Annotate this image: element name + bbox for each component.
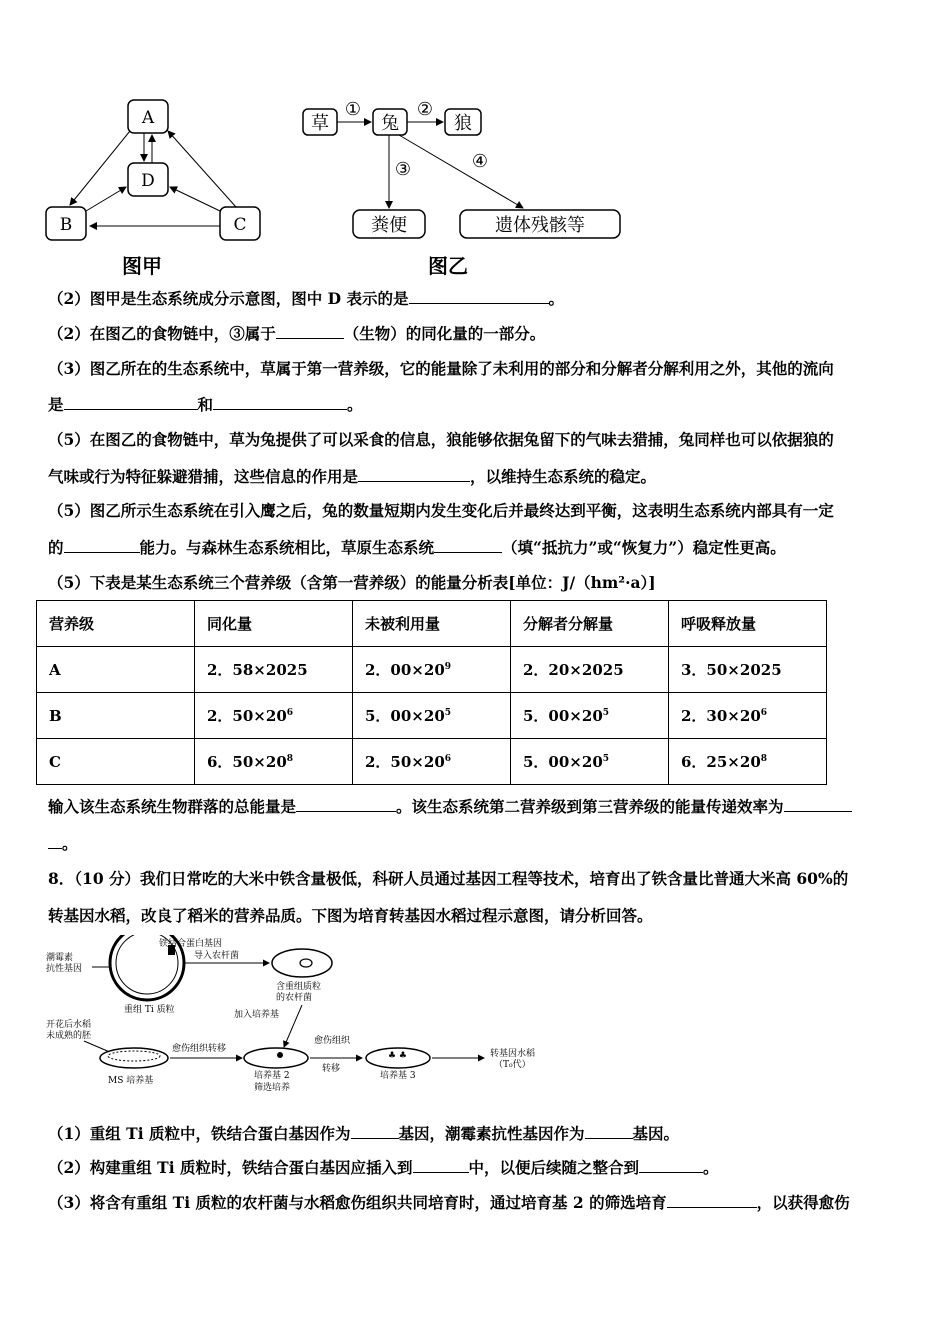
svg-text:B: B [59,215,73,235]
table-cell: 2．58×2025 [195,647,353,693]
arrow-b-to-d [86,187,126,211]
svg-text:遗体残骸等: 遗体残骸等 [495,215,585,236]
node-grass [303,109,337,135]
svg-text:筛选培养: 筛选培养 [254,1083,291,1093]
svg-text:狼: 狼 [454,113,472,134]
table-header: 呼吸释放量 [669,601,827,647]
question-8-sub1: （1）重组 Ti 质粒中，铁结合蛋白基因作为 基因，潮霉素抗性基因作为 基因。 [48,1124,680,1143]
answer-blank[interactable] [213,395,347,410]
question-5-line2: 的 能力。与森林生态系统相比，草原生态系统 （填“抵抗力”或“恢复力”）稳定性更高。 [48,538,786,557]
diagram-jia-caption: 图甲 [122,254,162,278]
svg-text:粪便: 粪便 [371,215,407,236]
table-header: 同化量 [195,601,353,647]
answer-blank[interactable] [784,797,852,812]
table-header: 营养级 [37,601,195,647]
table-cell: 2．20×2025 [511,647,669,693]
table-cell: 6．$25\times 20^8$ [669,739,827,785]
svg-text:A: A [141,108,155,128]
node-d [128,163,168,196]
table-cell: 6．$50\times 20^8$ [195,739,353,785]
svg-text:培养基 2: 培养基 2 [254,1071,290,1081]
medium-2-dish-icon [244,1048,308,1068]
arrow-2-label: ② [416,99,434,120]
svg-text:D: D [141,171,155,191]
question-4-line2: 气味或行为特征躲避猎捕，这些信息的作用是 ，以维持生态系统的稳定。 [48,467,657,486]
question-6-after: 输入该生态系统生物群落的总能量是 。该生态系统第二营养级到第三营养级的能量传递效率为 [48,795,852,817]
table-cell: 2．$30\times 20^6$ [669,693,827,739]
answer-blank[interactable] [409,289,549,304]
table-cell: A [37,647,195,693]
answer-blank[interactable] [64,538,140,553]
table-cell: 2．$50\times 20^6$ [195,693,353,739]
svg-text:兔: 兔 [381,113,399,134]
question-1: （2）图甲是生态系统成分示意图，图中 D 表示的是 。 [48,289,565,308]
table-cell: 5．$00\times 20^5$ [511,693,669,739]
svg-text:导入农杆菌: 导入农杆菌 [194,951,240,961]
svg-text:潮霉素: 潮霉素 [46,953,74,963]
node-b [46,207,86,240]
table-cell: 3．50×2025 [669,647,827,693]
answer-blank[interactable] [296,797,396,812]
energy-table [36,600,827,785]
table-cell: B [37,693,195,739]
answer-blank[interactable] [413,1158,469,1173]
table-cell: 2．$00\times 20^9$ [353,647,511,693]
svg-text:的农杆菌: 的农杆菌 [276,993,313,1003]
question-6-intro: （5）下表是某生态系统三个营养级（含第一营养级）的能量分析表[单位：J/（hm²·a）] [48,573,656,592]
answer-blank[interactable] [639,1158,703,1173]
question-5-line1: （5）图乙所示生态系统在引入鹰之后，兔的数量短期内发生变化后并最终达到平衡，这表明生态系统内部具有一定 [48,501,834,520]
table-row [37,739,827,785]
svg-text:愈伤组织: 愈伤组织 [314,1036,351,1046]
svg-text:抗性基因: 抗性基因 [46,964,83,974]
diagram-yi [295,95,630,245]
node-rabbit [373,109,407,135]
transgenic-rice-figure [44,935,544,1095]
question-8-sub3: （3）将含有重组 Ti 质粒的农杆菌与水稻愈伤组织共同培育时，通过培育基 2 的筛选培育 ，以获得愈伤 [48,1193,850,1212]
question-3-line2: 是 和 。 [48,395,363,414]
question-2: （2）在图乙的食物链中，③属于 （生物）的同化量的一部分。 [48,324,546,343]
svg-text:培养基 3: 培养基 3 [380,1071,416,1081]
svg-text:重组 Ti 质粒: 重组 Ti 质粒 [124,1005,175,1015]
question-6-after-end: 。 [48,832,78,854]
svg-text:开花后水稻: 开花后水稻 [46,1020,92,1030]
svg-text:C: C [233,215,247,235]
answer-blank[interactable] [351,1124,399,1139]
svg-text:含重组质粒: 含重组质粒 [276,982,322,992]
table-row [37,647,827,693]
arrow-a-to-b [70,131,130,205]
answer-blank[interactable] [434,538,502,553]
table-header-row [37,601,827,647]
svg-text:愈伤组织转移: 愈伤组织转移 [172,1044,227,1054]
svg-text:（T₀代）: （T₀代） [494,1060,531,1070]
table-cell: C [37,739,195,785]
answer-blank[interactable] [48,834,62,849]
svg-text:铁结合蛋白基因: 铁结合蛋白基因 [159,939,223,949]
svg-text:♣ ♣: ♣ ♣ [388,1051,407,1061]
table-header: 未被利用量 [353,601,511,647]
arrow-4-label: ④ [471,151,489,172]
question-8-line1: 8．（10 分）我们日常吃的大米中铁含量极低，科研人员通过基因工程等技术，培育出了铁含量比普通大米高 60%的 [48,869,849,888]
svg-text:未成熟的胚: 未成熟的胚 [46,1031,92,1041]
answer-blank[interactable] [64,395,198,410]
table-header: 分解者分解量 [511,601,669,647]
node-remains [460,210,620,238]
question-3-line1: （3）图乙所在的生态系统中，草属于第一营养级，它的能量除了未利用的部分和分解者分解利用之外，其他的流向 [48,359,834,378]
node-wolf [445,109,481,135]
arrow-c-to-d [170,187,220,211]
arrow-1-label: ① [344,99,362,120]
table-row [37,693,827,739]
answer-blank[interactable] [358,467,470,482]
question-4-line1: （5）在图乙的食物链中，草为兔提供了可以采食的信息，狼能够依据兔留下的气味去猎捕，兔同样也可以依据狼的 [48,430,834,449]
answer-blank[interactable] [667,1193,757,1208]
node-c [220,207,260,240]
svg-text:加入培养基: 加入培养基 [234,1010,280,1020]
table-cell: 5．$00\times 20^5$ [511,739,669,785]
table-cell: 5．$00\times 20^5$ [353,693,511,739]
arrow-4 [399,135,523,208]
svg-text:草: 草 [311,113,329,134]
question-8-sub2: （2）构建重组 Ti 质粒时，铁结合蛋白基因应插入到 中，以便后续随之整合到 。 [48,1158,719,1177]
answer-blank[interactable] [585,1124,633,1139]
answer-blank[interactable] [276,324,344,339]
diagram-yi-caption: 图乙 [428,254,468,278]
svg-text:转移: 转移 [322,1064,341,1074]
svg-text:MS 培养基: MS 培养基 [108,1076,154,1086]
arrow-3-label: ③ [394,159,412,180]
question-8-line2: 转基因水稻，改良了稻米的营养品质。下图为培育转基因水稻过程示意图，请分析回答。 [48,906,653,925]
table-cell: 2．$50\times 20^6$ [353,739,511,785]
node-a [128,100,168,133]
node-feces [353,210,425,238]
arrow-c-to-a [168,131,236,207]
svg-text:转基因水稻: 转基因水稻 [490,1049,536,1059]
agrobacterium-icon [272,949,332,977]
